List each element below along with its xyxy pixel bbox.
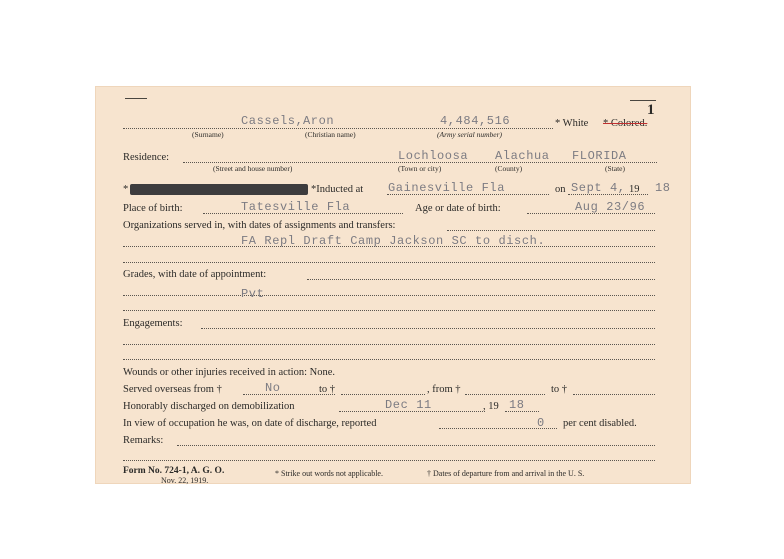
street-caption: (Street and house number) xyxy=(213,164,293,173)
serial-number-caption: (Army serial number) xyxy=(437,130,502,139)
residence-state: FLORIDA xyxy=(572,149,627,163)
redacted-block xyxy=(130,184,308,195)
card-number: 1 xyxy=(647,102,655,118)
discharge-year-prefix: , 19 xyxy=(483,401,499,412)
town-caption: (Town or city) xyxy=(398,164,442,173)
occupation-value: 0 xyxy=(537,416,545,430)
form-date: Nov. 22, 1919. xyxy=(161,476,209,485)
serial-number-value: 4,484,516 xyxy=(440,114,511,128)
overseas-to-line xyxy=(341,394,425,395)
surname-value: Cassels, xyxy=(241,114,304,128)
state-caption: (State) xyxy=(605,164,625,173)
name-line xyxy=(123,128,553,129)
birth-place: Tatesville Fla xyxy=(241,200,351,214)
organizations-value: FA Repl Draft Camp Jackson SC to disch. xyxy=(241,234,546,248)
overseas-to-label: to † xyxy=(319,384,336,395)
age-label: Age or date of birth: xyxy=(415,203,501,214)
remarks-label: Remarks: xyxy=(123,435,164,446)
overseas-from-value: No xyxy=(265,381,281,395)
christian-name-value: Aron xyxy=(303,114,335,128)
engagements-label: Engagements: xyxy=(123,318,183,329)
grades-line-1 xyxy=(307,279,655,280)
top-left-tick xyxy=(125,98,147,99)
surname-caption: (Surname) xyxy=(192,130,224,139)
induction-star: * xyxy=(123,184,129,195)
organizations-line-2 xyxy=(123,246,655,247)
organizations-line-3 xyxy=(123,262,655,263)
induction-place: Gainesville Fla xyxy=(388,181,506,195)
occupation-label: In view of occupation he was, on date of discharge, reported xyxy=(123,418,377,429)
inducted-at-label: *Inducted at xyxy=(311,184,364,195)
birth-date: Aug 23/96 xyxy=(575,200,646,214)
christian-name-caption: (Christian name) xyxy=(305,130,356,139)
engagements-line-1 xyxy=(201,328,655,329)
engagements-line-2 xyxy=(123,344,655,345)
form-number: Form No. 724-1, A. G. O. xyxy=(123,466,225,476)
overseas-from2-line xyxy=(465,394,545,395)
induction-year-prefix: 19 xyxy=(629,184,640,195)
birth-place-label: Place of birth: xyxy=(123,203,183,214)
residence-label: Residence: xyxy=(123,152,170,163)
organizations-label: Organizations served in, with dates of assignments and transfers: xyxy=(123,220,396,231)
race-white-label: * White xyxy=(555,118,589,129)
grades-line-3 xyxy=(123,310,655,311)
grades-line-2 xyxy=(123,295,655,296)
on-label: on xyxy=(555,184,566,195)
engagements-line-3 xyxy=(123,359,655,360)
organizations-line-1 xyxy=(447,230,655,231)
induction-year: 18 xyxy=(655,181,671,195)
residence-town: Lochloosa xyxy=(398,149,469,163)
remarks-line-1 xyxy=(177,445,655,446)
footnote-dates: † Dates of departure from and arrival in the U. S. xyxy=(427,469,585,478)
discharge-date: Dec 11 xyxy=(385,398,432,412)
discharge-year: 18 xyxy=(509,398,525,412)
remarks-line-2 xyxy=(123,460,655,461)
grades-label: Grades, with date of appointment: xyxy=(123,269,267,280)
service-record-card xyxy=(95,86,691,484)
footnote-strike: * Strike out words not applicable. xyxy=(275,469,383,478)
discharge-label: Honorably discharged on demobilization xyxy=(123,401,295,412)
grades-value: Pvt xyxy=(241,287,265,301)
overseas-from2-label: , from † xyxy=(427,384,461,395)
wounds-label: Wounds or other injuries received in action: None. xyxy=(123,367,336,378)
top-right-tick xyxy=(630,100,656,101)
race-colored-label: * Colored. xyxy=(603,118,648,129)
residence-county: Alachua xyxy=(495,149,550,163)
occupation-suffix: per cent disabled. xyxy=(563,418,637,429)
induction-date: Sept 4, xyxy=(571,181,626,195)
overseas-to2-label: to † xyxy=(551,384,568,395)
county-caption: (County) xyxy=(495,164,523,173)
overseas-to2-line xyxy=(573,394,655,395)
overseas-label: Served overseas from † xyxy=(123,384,222,395)
